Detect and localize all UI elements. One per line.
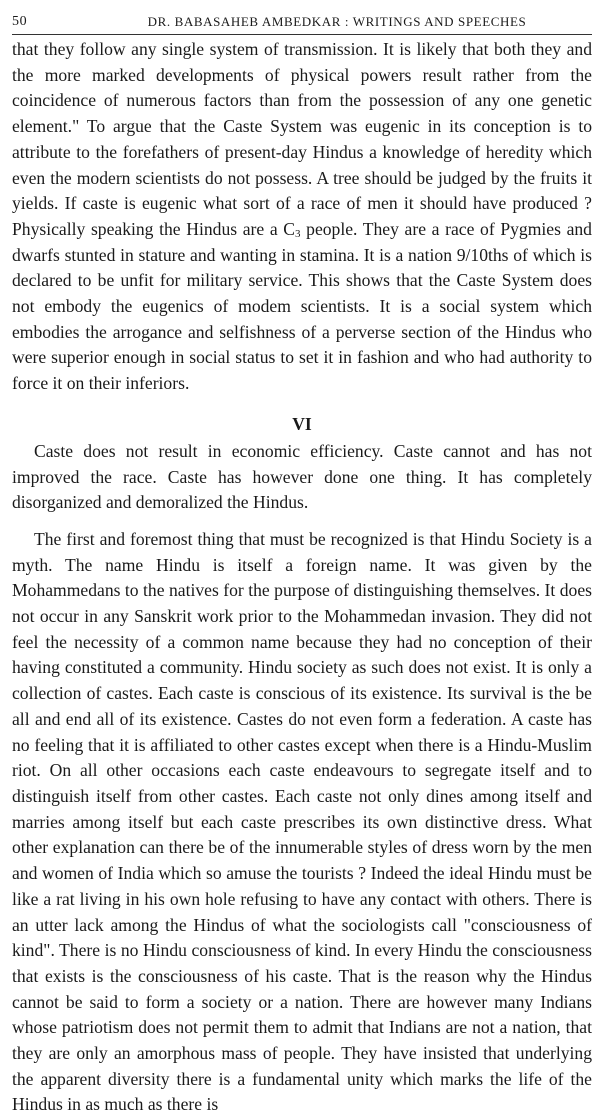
running-header xyxy=(12,8,592,35)
paragraph-text: that they follow any single system of transmission. It is likely that both they and the more marked developments of physical powers result rather from the coincidence of numerous factors than from the possession of any one genetic element." To argue that the Caste System was eugenic in its conception is to attribute to the forefathers of present-day Hindus a knowledge of heredity which even the modern scientists do not possess. A tree should be judged by the fruits it yields. If caste is eugenic what sort of a race of men it should have produced ? Physically speaking the Hindus are a C xyxy=(12,39,592,239)
body-text xyxy=(12,37,592,1118)
paragraph: Caste does not result in economic efficiency. Caste cannot and has not improved the race. Caste has however done one thing. It has completely disorganized and demoralized the Hindus. xyxy=(12,440,592,513)
running-title: DR. BABASAHEB AMBEDKAR : WRITINGS AND SPEECHES xyxy=(147,14,527,29)
subscript: 3 xyxy=(295,227,301,240)
page-number: 50 xyxy=(12,14,28,29)
book-page xyxy=(12,8,592,1115)
paragraph: The first and foremost thing that must be recognized is that Hindu Society is a myth. The name Hindu is itself a foreign name. It was given by the Mohammedans to the natives for the purpose of distinguishing themselves. It does not occur in any Sanskrit work prior to the Mohammedan invasion. They did not feel the necessity of a common name because they had no conception of their having constituted a community. Hindu society as such does not exist. It is only a collection of castes. Each caste is conscious of its existence. Its survival is the be all and end all of its existence. Castes do not even form a federation. A caste has no feeling that it is affiliated to other castes except when there is a Hindu-Muslim riot. On all other occasions each caste endeavours to segregate itself and to distinguish itself from other castes. Each caste not only dines among itself and marries among itself but each caste prescribes its own distinctive dress. What other explanation can there be of the innumerable styles of dress worn by the men and women of India which so amuse the tourists ? Indeed the ideal Hindu must be like a rat living in his own hole refusing to have any contact with others. There is an utter lack among the Hindus of what the sociologists call "consciousness of kind". There is no Hindu consciousness of kind. In every Hindu the consciousness that exists is the consciousness of his caste. That is the reason why the Hindus cannot be said to form a society or a nation. There are however many Indians whose patriotism does not permit them to admit that Indians are not a nation, that they are only an amorphous mass of people. They have insisted that underlying the apparent diversity there is a fundamental unity which marks the life of the Hindus in as much as there is xyxy=(12,528,592,1115)
section-heading: VI xyxy=(292,413,312,434)
paragraph-text: people. They are a race of Pygmies and dwarfs stunted in stature and wanting in stamina. It is a nation 9/10ths of which is declared to be unfit for military service. This shows that the Caste System does not embody the eugenics of modem scientists. It is a social system which embodies the arrogance and selfishness of a perverse section of the Hindus who were superior enough in social status to set it in fashion and who had authority to force it on their inferiors. xyxy=(12,218,592,394)
paragraph-continued xyxy=(12,37,592,397)
